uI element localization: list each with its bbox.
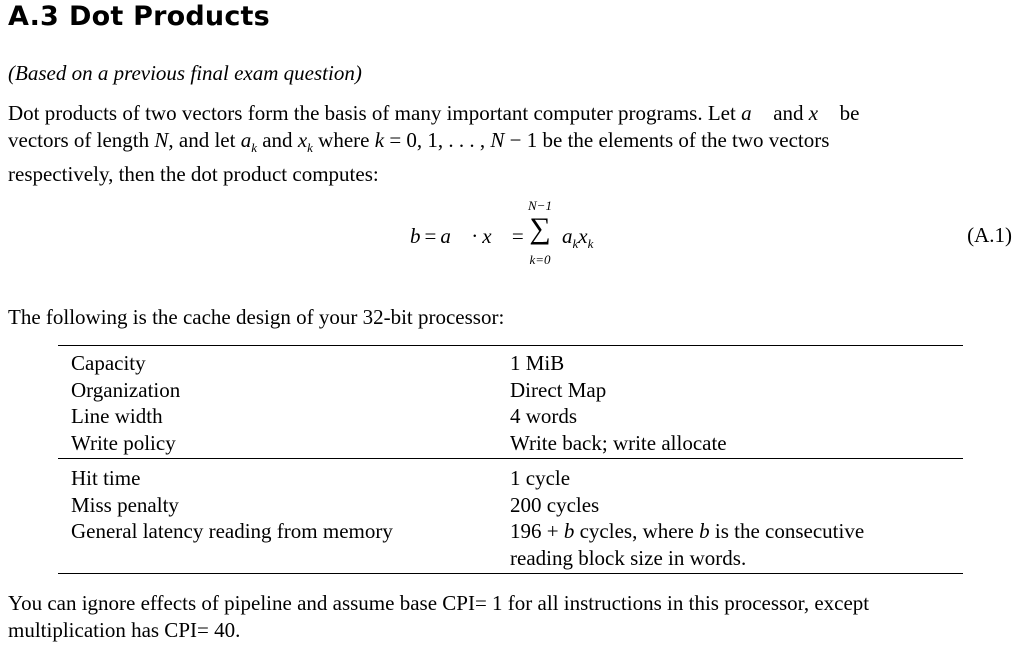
table-row: Write policy Write back; write allocate xyxy=(71,430,727,455)
table-row: Hit time 1 cycle xyxy=(71,466,571,490)
intro-line-2: vectors of length N, and let $a_k$ and $x_k$ where k = 0, 1, . . . , N − 1 be the elements of the two vectors xyxy=(8,127,830,155)
sum-lower-limit: k=0 xyxy=(529,252,551,267)
section-number: A.3 xyxy=(8,1,60,32)
vector-x: x⃗ xyxy=(808,101,835,125)
outro-paragraph xyxy=(8,590,1014,643)
table-row: General latency reading from memory 196 + b cycles, where b is the consecutive reading block size in words. xyxy=(58,518,963,571)
section-title: Dot Products xyxy=(69,1,270,32)
table-group-timing xyxy=(58,458,963,573)
equation-lhs: b = a⃗ · x⃗ = xyxy=(410,224,524,248)
cache-design-table xyxy=(58,345,963,574)
table-row: Capacity 1 MiB xyxy=(71,351,565,375)
vector-a: a⃗ xyxy=(741,101,768,125)
latency-value-line-1: 196 + b cycles, where b is the consecutive xyxy=(510,519,865,543)
table-row: Line width 4 words xyxy=(71,404,578,428)
outro-line-1: You can ignore effects of pipeline and assume base CPI= 1 for all instructions in this processor, except xyxy=(8,591,870,615)
summation-term: $a_kx_k$ xyxy=(562,224,594,252)
section-heading xyxy=(8,1,270,32)
table-group-config xyxy=(58,346,963,458)
dot-product-equation xyxy=(0,198,1024,278)
intro-line-3: respectively, then the dot product computes: xyxy=(8,162,379,187)
table-row: Miss penalty 200 cycles xyxy=(71,492,600,517)
table-row: Organization Direct Map xyxy=(71,377,607,402)
intro-line-1: Dot products of two vectors form the basis of many important computer programs. Let a⃗ and x⃗ be xyxy=(8,101,860,125)
latency-value-line-2: reading block size in words. xyxy=(510,545,747,570)
intro-paragraph xyxy=(8,100,1014,188)
cache-intro: The following is the cache design of your 32-bit processor: xyxy=(8,305,505,329)
summation-symbol xyxy=(520,198,560,268)
sigma-icon: ∑ xyxy=(529,212,551,245)
exam-note: (Based on a previous final exam question) xyxy=(8,61,362,85)
equation-number: (A.1) xyxy=(967,223,1012,247)
outro-line-2: multiplication has CPI= 40. xyxy=(8,617,241,642)
sum-upper-limit: N−1 xyxy=(528,198,552,213)
